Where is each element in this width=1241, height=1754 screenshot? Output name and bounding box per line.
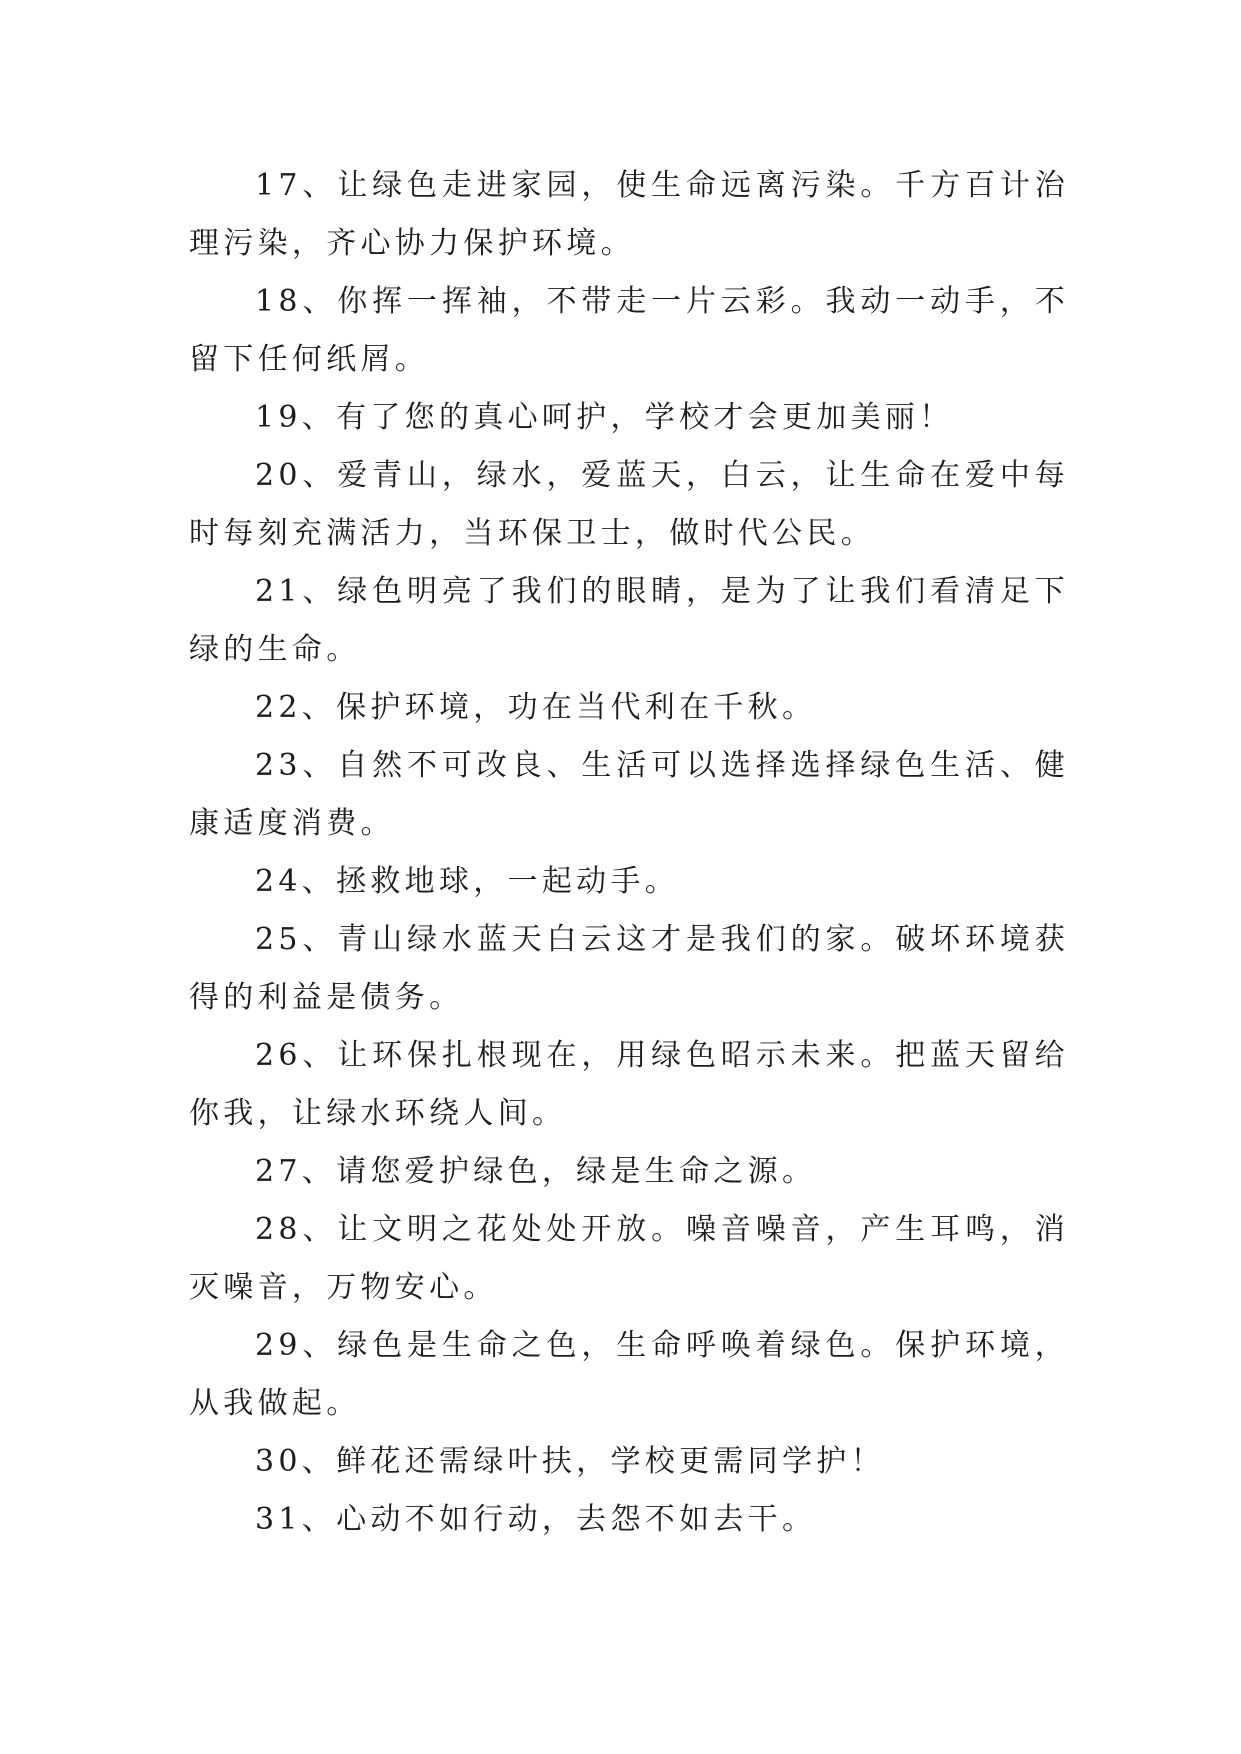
- slogan-paragraph-20: 20、爱青山，绿水，爱蓝天，白云，让生命在爱中每时每刻充满活力，当环保卫士，做时代公民。: [189, 458, 1069, 551]
- document-page: [189, 157, 1069, 1549]
- slogan-paragraph-29: 29、绿色是生命之色，生命呼唤着绿色。保护环境，从我做起。: [189, 1328, 1069, 1421]
- slogan-paragraph-30: 30、鲜花还需绿叶扶，学校更需同学护！: [255, 1444, 885, 1479]
- slogan-paragraph-18: 18、你挥一挥袖，不带走一片云彩。我动一动手，不留下任何纸屑。: [189, 284, 1069, 377]
- slogan-paragraph-23: 23、自然不可改良、生活可以选择选择绿色生活、健康适度消费。: [189, 748, 1069, 841]
- slogan-paragraph-24: 24、拯救地球，一起动手。: [255, 864, 680, 899]
- slogan-paragraph-26: 26、让环保扎根现在，用绿色昭示未来。把蓝天留给你我，让绿水环绕人间。: [189, 1038, 1069, 1131]
- slogan-paragraph-21: 21、绿色明亮了我们的眼睛，是为了让我们看清足下绿的生命。: [189, 574, 1069, 667]
- slogan-paragraph-19: 19、有了您的真心呵护，学校才会更加美丽！: [255, 400, 954, 435]
- slogan-paragraph-25: 25、青山绿水蓝天白云这才是我们的家。破坏环境获得的利益是债务。: [189, 922, 1069, 1015]
- slogan-paragraph-22: 22、保护环境，功在当代利在千秋。: [255, 690, 817, 725]
- slogan-paragraph-28: 28、让文明之花处处开放。噪音噪音，产生耳鸣，消灭噪音，万物安心。: [189, 1212, 1069, 1305]
- slogan-paragraph-17: 17、让绿色走进家园，使生命远离污染。千方百计治理污染，齐心协力保护环境。: [189, 168, 1069, 261]
- slogan-paragraph-31: 31、心动不如行动，去怨不如去干。: [255, 1502, 817, 1537]
- slogan-paragraph-27: 27、请您爱护绿色，绿是生命之源。: [255, 1154, 817, 1189]
